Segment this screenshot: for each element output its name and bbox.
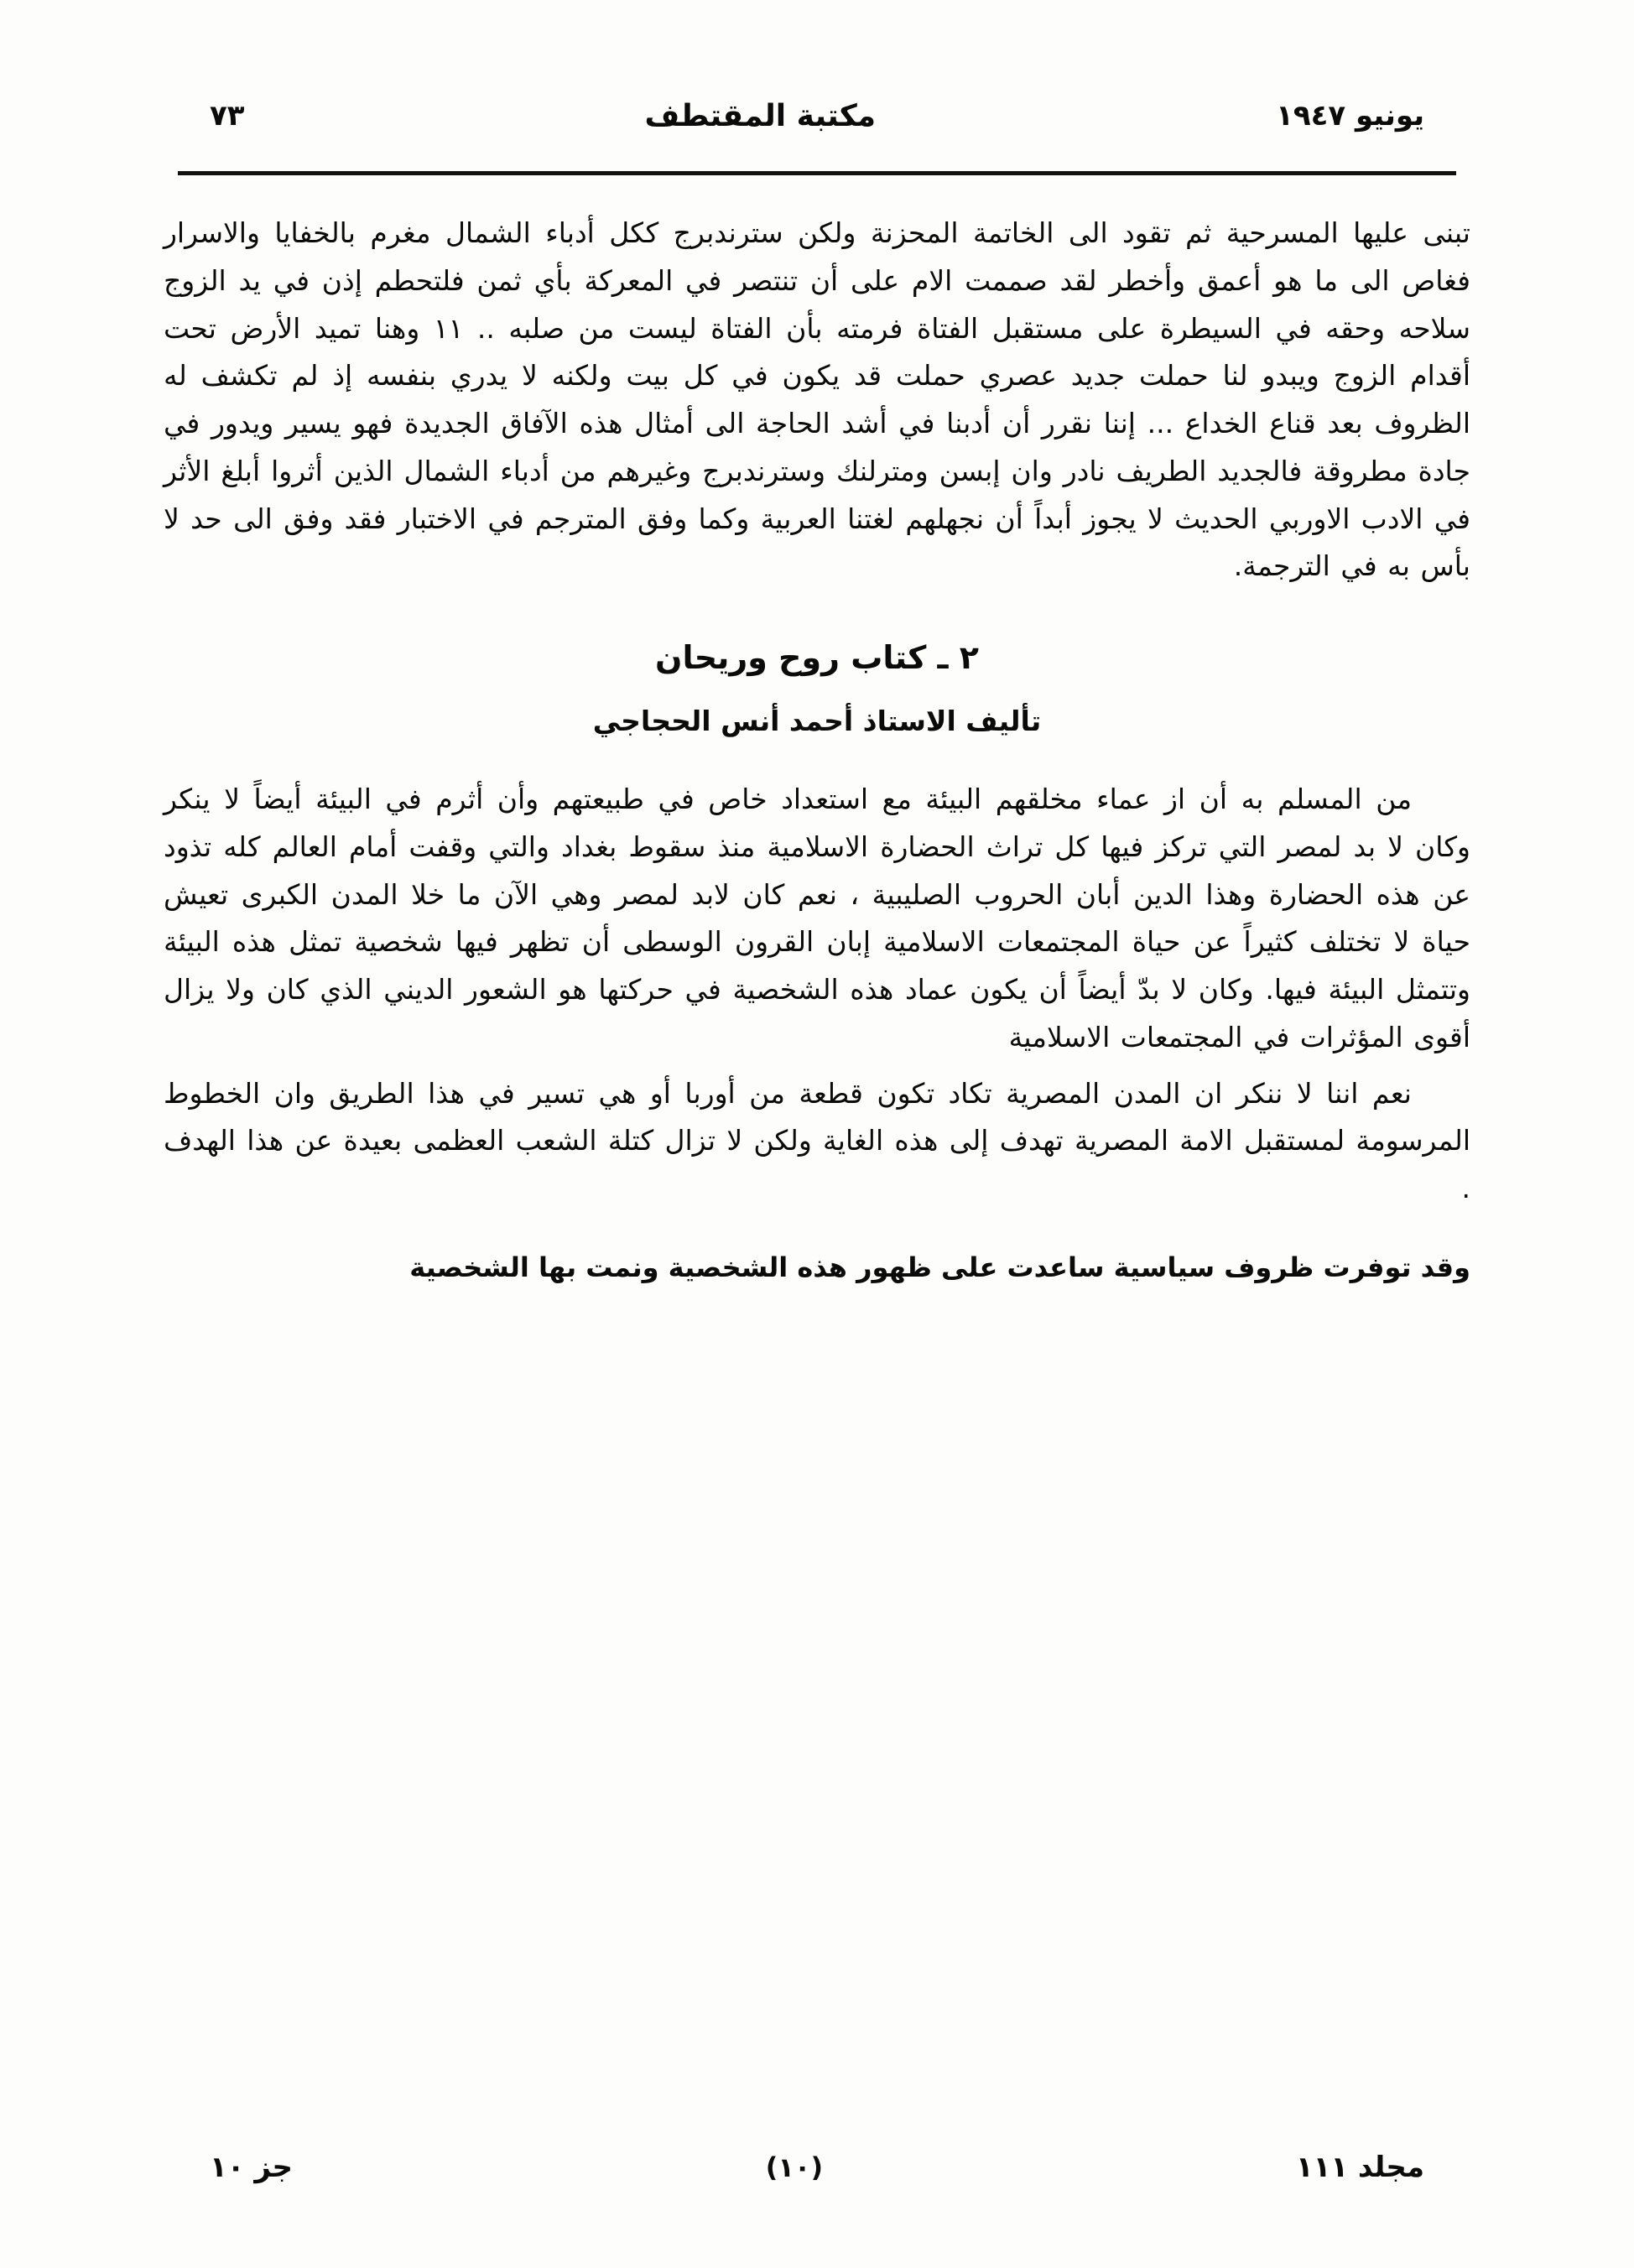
paragraph-body-1: من المسلم به أن از عماء مخلقهم البيئة مع استعداد خاص في طبيعتهم وأن أثرم في البيئة أيضاً لا ينكر وكان لا بد لمصر التي تركز فيها كل تراث الحضارة الاسلامية منذ سقوط بغداد والتي وقفت أمام العالم كله تذود عن هذه الحضارة وهذا الدين أبان الحروب الصليبية ، نعم كان لابد لمصر وهي الآن ما خلا المدن الكبرى تعيش حياة لا تختلف كثيراً عن حياة المجتمعات الاسلامية إبان القرون الوسطى أن تظهر فيها شخصية تمثل هذه البيئة وتتمثل البيئة فيها. وكان لا بدّ أيضاً أن يكون عماد هذه الشخصية في حركتها هو الشعور الديني الذي كان ولا يزال أقوى المؤثرات في المجتمعات الاسلامية [164,783,1470,1053]
paragraph-body-2: نعم اننا لا ننكر ان المدن المصرية تكاد تكون قطعة من أوربا أو هي تسير في هذا الطريق وان الخطوط المرسومة لمستقبل الامة المصرية تهدف إلى هذه الغاية ولكن لا تزال كتلة الشعب العظمى بعيدة عن هذا الهدف . [164,1076,1470,1204]
footer-part: جز ١٠ [210,2151,294,2184]
footer-volume: مجلد ١١١ [1295,2151,1424,2184]
page-footer [210,2151,1424,2184]
paragraph-continued: تبنى عليها المسرحية ثم تقود الى الخاتمة المحزنة ولكن سترندبرج ككل أدباء الشمال مغرم بالخفايا والاسرار فغاص الى ما هو أعمق وأخطر لقد صممت الام على أن تنتصر في المعركة بأي ثمن فلتحطم إذن في يد الزوج سلاحه وحقه في السيطرة على مستقبل الفتاة فرمته بأن الفتاة ليست من صلبه .. ١١ وهنا تميد الأرض تحت أقدام الزوج ويبدو لنا حملت جديد عصري حملت قد يكون في كل بيت ولكنه لا يدري بنفسه إذ لم تكشف له الظروف بعد قناع الخداع ... إننا نقرر أن أدبنا في أشد الحاجة الى أمثال هذه الآفاق الجديدة فهو يسير ويدور في جادة مطروقة فالجديد الطريف نادر وان إبسن ومترلنك وسترندبرج وغيرهم من أدباء الشمال الذين أثروا أبلغ الأثر في الادب الاوربي الحديث لا يجوز أبداً أن نجهلهم لغتنا العربية وكما وفق المترجم في الاختبار فقد وفق الى حد لا بأس به في الترجمة. [164,216,1470,583]
page-content [164,210,1470,1310]
header-divider [178,171,1456,175]
paragraph-tail: وقد توفرت ظروف سياسية ساعدت على ظهور هذه الشخصية ونمت بها الشخصية [409,1251,1470,1283]
footer-signature: (١٠) [765,2151,824,2183]
section-heading: ٢ ـ كتاب روح وريحان [655,639,979,676]
section-author: تأليف الاستاذ أحمد أنس الحجاجي [592,705,1042,737]
header-page-number: ٧٣ [210,99,245,133]
page-header [210,91,1424,141]
header-date: يونيو ١٩٤٧ [1276,99,1424,133]
header-title: مكتبة المقتطف [644,98,877,133]
